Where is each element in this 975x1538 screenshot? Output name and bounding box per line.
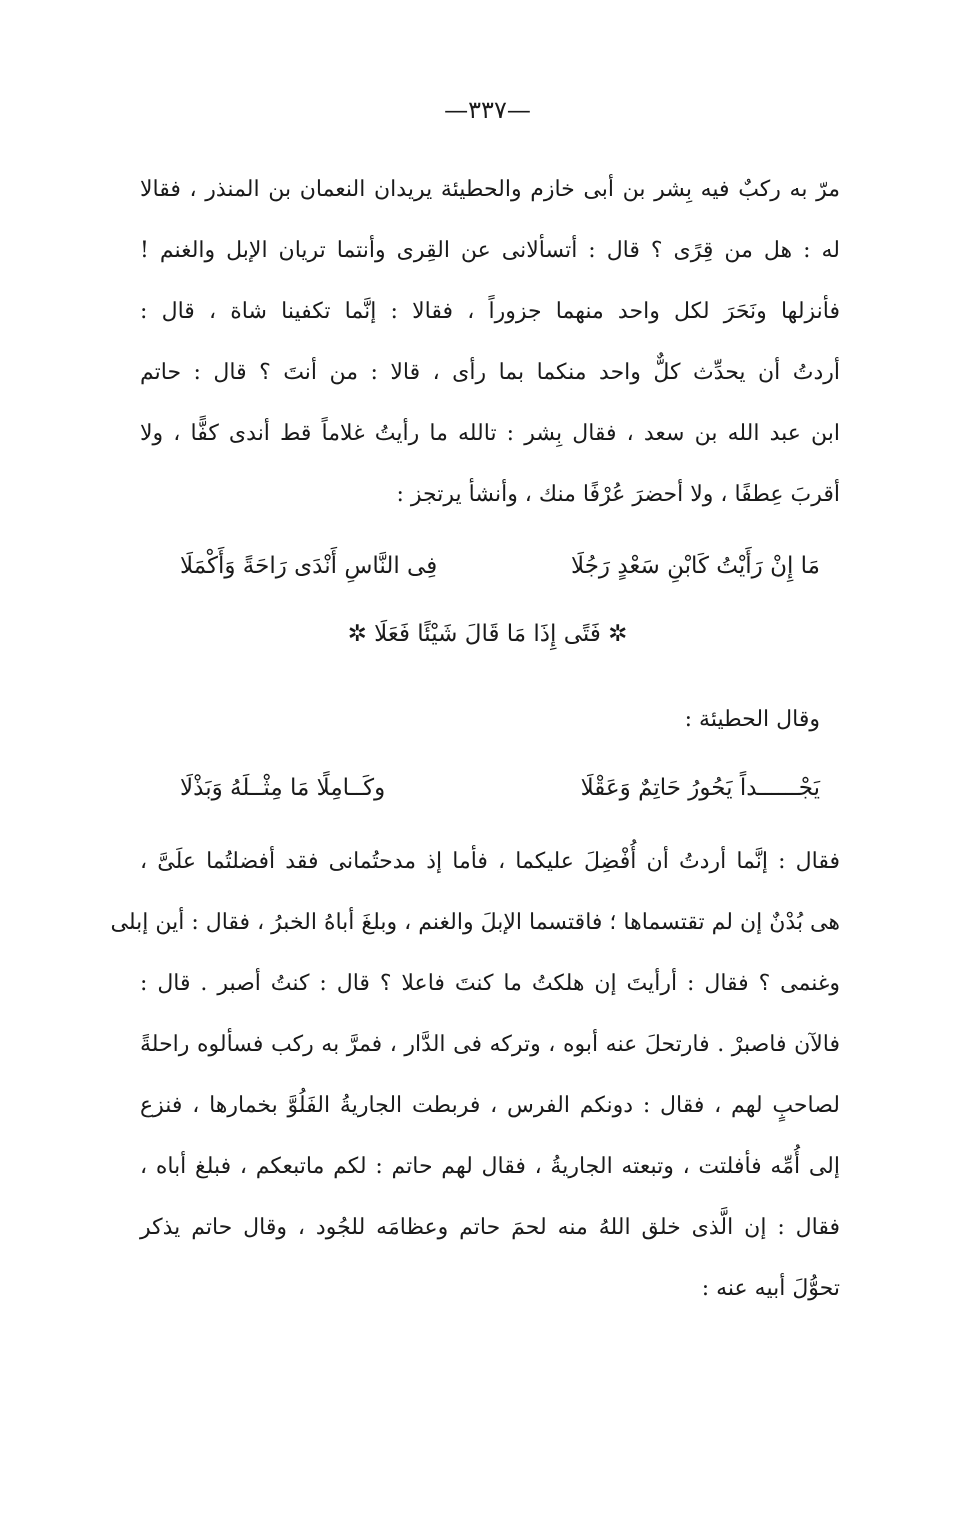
- page-number: —٣٣٧—: [444, 96, 531, 124]
- verse-line-2: ✲ فَتًى إِذَا مَا قَالَ شَيْئًا فَعَلَا ✲: [347, 621, 628, 647]
- paragraph-line: فالآن فاصبرْ . فارتحلَ عنه أبوه ، وتركه فى الدَّار ، فمرَّ به ركب فسألوه راحلةً: [140, 1032, 840, 1057]
- verse-intro: وقال الحطيئة :: [684, 707, 820, 732]
- paragraph-line: هى بُدْنٌ إن لم تقتسماها ؛ فاقتسما الإبلَ والغنم ، وبلغَ أباهُ الخبرُ ، فقال : أين إبلى: [110, 910, 840, 935]
- paragraph-line: مرّ به ركبٌ فيه بِشر بن أبى خازم والحطيئة يريدان النعمان بن المنذر ، فقالا: [140, 177, 840, 202]
- paragraph-line: فأنزلها ونَحَرَ لكل واحد منهما جزوراً ، فقالا : إنَّما تكفينا شاة ، قال :: [140, 299, 841, 324]
- paragraph-line: إلى أُمِّه فأفلتت ، وتبعته الجاريةُ ، فقال لهم حاتم : لكم ماتبعكم ، فبلغ أباه ،: [140, 1154, 840, 1179]
- paragraph-line: فقال : إنَّما أردتُ أن أُفْضِلَ عليكما ، فأما إذ مدحتُمانى فقد أفضلتُما علَىَّ ،: [140, 849, 840, 874]
- paragraph-line: أقربَ عِطفًا ، ولا أحضرَ عُرْفًا منك ، وأنشأ يرتجز :: [396, 482, 840, 507]
- paragraph-line: أردتُ أن يحدِّث كلٌّ واحد منكما بما رأى ، قالا : من أنتَ ؟ قال : حاتم: [140, 360, 840, 385]
- paragraph-line: ابن عبد الله بن سعد ، فقال بِشر : تالله ما رأيتُ غلاماً قط أندى كفًّا ، ولا: [140, 421, 840, 446]
- paragraph-line: له : هل من قِرًى ؟ قال : أتسألانى عن القِرى وأنتما تريان الإبل والغنم !: [140, 238, 840, 263]
- verse-hemistich-right: مَا إِنْ رَأَيْتُ كَابْنِ سَعْدٍ رَجُلَا: [570, 553, 820, 579]
- paragraph-line: وغنمى ؟ فقال : أرأيتَ إن هلكتُ ما كنتَ فاعلا ؟ قال : كنتُ أصبر . قال :: [140, 971, 840, 996]
- verse-hemistich-right: يَجْــــــداً يَحُورُ حَاتِمٌ وَعَقْلَا: [580, 775, 820, 801]
- verse-hemistich-left: وكَــامِلًا مَا مِثْــلَهُ وَبَذْلَا: [180, 775, 386, 801]
- paragraph-line: تحوُّلَ أبيه عنه :: [701, 1276, 840, 1301]
- paragraph-line: لصاحبٍ لهم ، فقال : دونكم الفرس ، فربطت الجاريةُ الفَلُوَّ بخمارها ، فنزع: [140, 1093, 841, 1118]
- verse-hemistich-left: فِى النَّاسِ أَنْدَى رَاحَةً وَأَكْمَلَا: [180, 553, 438, 579]
- paragraph-line: فقال : إن الَّذى خلق اللهُ منه لحمَ حاتم وعظامَه للجُود ، وقال حاتم يذكر: [140, 1215, 840, 1240]
